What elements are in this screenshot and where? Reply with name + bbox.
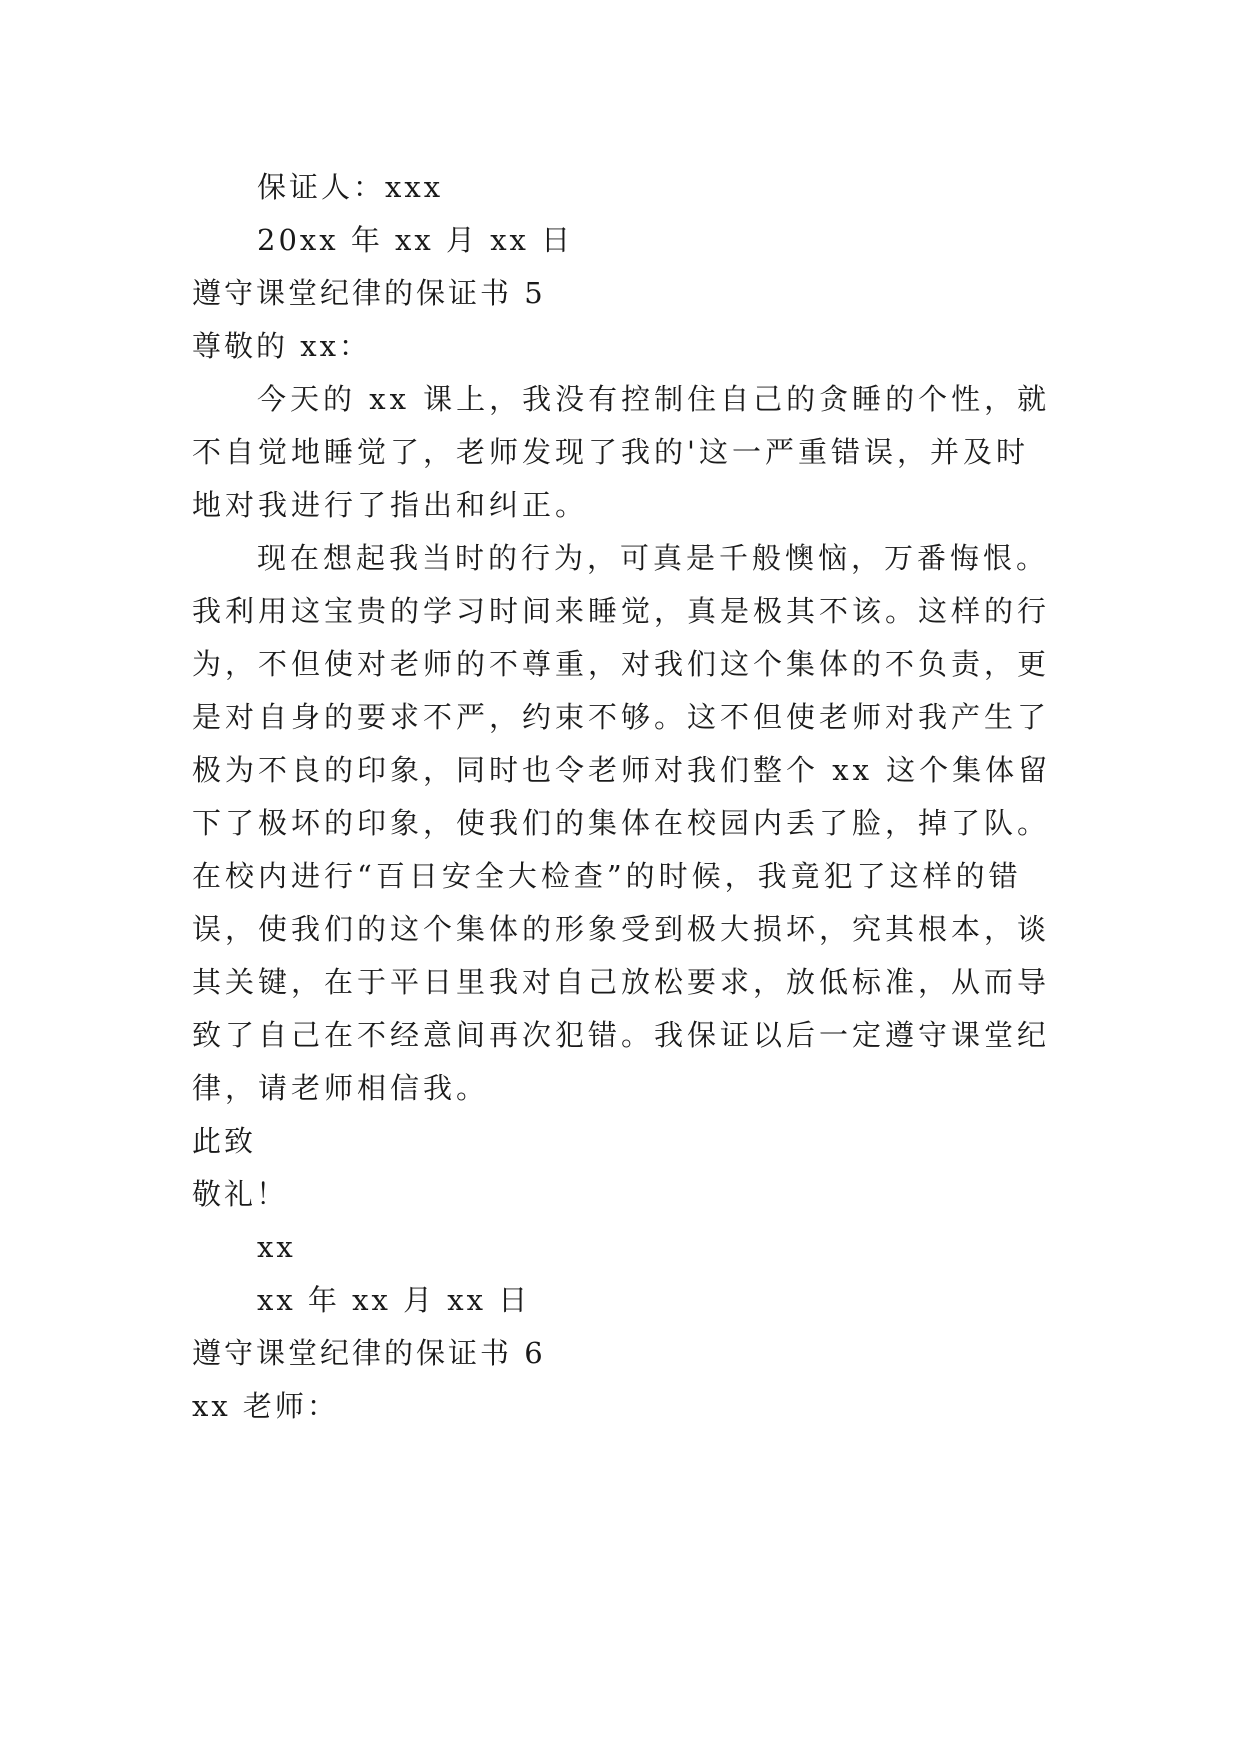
closing-line: 此致 bbox=[192, 1124, 257, 1158]
date-line: 20xx 年 xx 月 xx 日 bbox=[257, 223, 574, 257]
paragraph-line: 极为不良的印象，同时也令老师对我们整个 xx 这个集体留 bbox=[192, 753, 1052, 787]
section-title-5: 遵守课堂纪律的保证书 5 bbox=[192, 276, 546, 310]
paragraph-line: 我利用这宝贵的学习时间来睡觉，真是极其不该。这样的行 bbox=[192, 594, 1051, 628]
paragraph-line: 其关键，在于平日里我对自己放松要求，放低标准，从而导 bbox=[192, 965, 1051, 999]
paragraph-line: 不自觉地睡觉了，老师发现了我的'这一严重错误，并及时 bbox=[192, 435, 1029, 469]
paragraph-line: 下了极坏的印象，使我们的集体在校园内丢了脸，掉了队。 bbox=[192, 806, 1051, 840]
paragraph-line: 误，使我们的这个集体的形象受到极大损坏，究其根本，谈 bbox=[192, 912, 1051, 946]
paragraph-line: 现在想起我当时的行为，可真是千般懊恼，万番悔恨。 bbox=[257, 541, 1050, 575]
section-title-6: 遵守课堂纪律的保证书 6 bbox=[192, 1336, 546, 1370]
paragraph-line: 地对我进行了指出和纠正。 bbox=[192, 488, 589, 522]
guarantor-line: 保证人：xxx bbox=[257, 170, 444, 204]
paragraph-line: 律，请老师相信我。 bbox=[192, 1071, 490, 1105]
salutation: 尊敬的 xx： bbox=[192, 329, 371, 363]
paragraph-line: 是对自身的要求不严，约束不够。这不但使老师对我产生了 bbox=[192, 700, 1051, 734]
closing-regards: 敬礼！ bbox=[192, 1177, 289, 1211]
signature-date: xx 年 xx 月 xx 日 bbox=[257, 1283, 531, 1317]
salutation-6: xx 老师： bbox=[192, 1389, 339, 1423]
paragraph-line: 今天的 xx 课上，我没有控制住自己的贪睡的个性，就 bbox=[257, 382, 1051, 416]
paragraph-line: 致了自己在不经意间再次犯错。我保证以后一定遵守课堂纪 bbox=[192, 1018, 1051, 1052]
paragraph-line: 为，不但使对老师的不尊重，对我们这个集体的不负责，更 bbox=[192, 647, 1051, 681]
signature: xx bbox=[257, 1230, 296, 1264]
paragraph-line: 在校内进行“百日安全大检查”的时候，我竟犯了这样的错 bbox=[192, 859, 1022, 893]
